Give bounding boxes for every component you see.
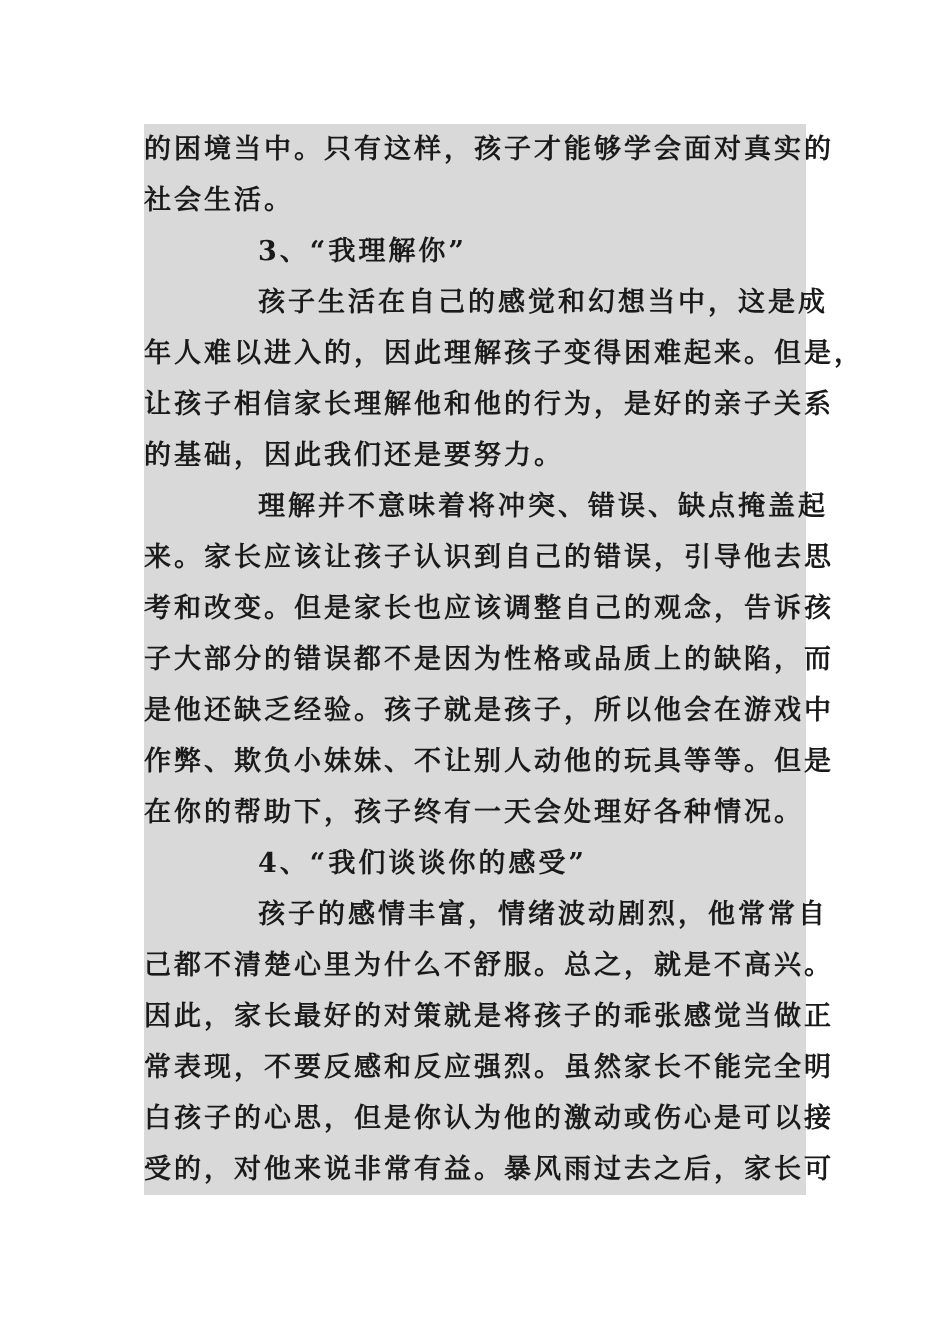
text-line: 来。家长应该让孩子认识到自己的错误，引导他去思 bbox=[144, 542, 834, 573]
text-line: 让孩子相信家长理解他和他的行为，是好的亲子关系 bbox=[144, 389, 834, 420]
text-line: 受的，对他来说非常有益。暴风雨过去之后，家长可 bbox=[144, 1154, 834, 1185]
text-line: 社会生活。 bbox=[144, 185, 294, 216]
text-line: 因此，家长最好的对策就是将孩子的乖张感觉当做正 bbox=[144, 1001, 834, 1032]
text-line: 子大部分的错误都不是因为性格或品质上的缺陷，而 bbox=[144, 644, 834, 675]
text-line: 常表现，不要反感和反应强烈。虽然家长不能完全明 bbox=[144, 1052, 834, 1083]
highlighted-text-block bbox=[144, 124, 864, 1195]
text-line: 是他还缺乏经验。孩子就是孩子，所以他会在游戏中 bbox=[144, 695, 834, 726]
text-line: 孩子生活在自己的感觉和幻想当中，这是成 bbox=[258, 287, 828, 318]
text-line: 作弊、欺负小妹妹、不让别人动他的玩具等等。但是 bbox=[144, 746, 834, 777]
text-line: 的困境当中。只有这样，孩子才能够学会面对真实的 bbox=[144, 134, 834, 165]
text-line: 年人难以进入的，因此理解孩子变得困难起来。但是， bbox=[144, 338, 864, 369]
text-line: 理解并不意味着将冲突、错误、缺点掩盖起 bbox=[258, 491, 828, 522]
text-line: 孩子的感情丰富，情绪波动剧烈，他常常自 bbox=[258, 899, 828, 930]
text-line: 己都不清楚心里为什么不舒服。总之，就是不高兴。 bbox=[144, 950, 834, 981]
text-line: 的基础，因此我们还是要努力。 bbox=[144, 440, 564, 471]
text-line: 在你的帮助下，孩子终有一天会处理好各种情况。 bbox=[144, 797, 804, 828]
section-heading: 4、“我们谈谈你的感受” bbox=[258, 848, 587, 879]
text-line: 白孩子的心思，但是你认为他的激动或伤心是可以接 bbox=[144, 1103, 834, 1134]
text-line: 考和改变。但是家长也应该调整自己的观念，告诉孩 bbox=[144, 593, 834, 624]
section-heading: 3、“我理解你” bbox=[258, 236, 467, 267]
